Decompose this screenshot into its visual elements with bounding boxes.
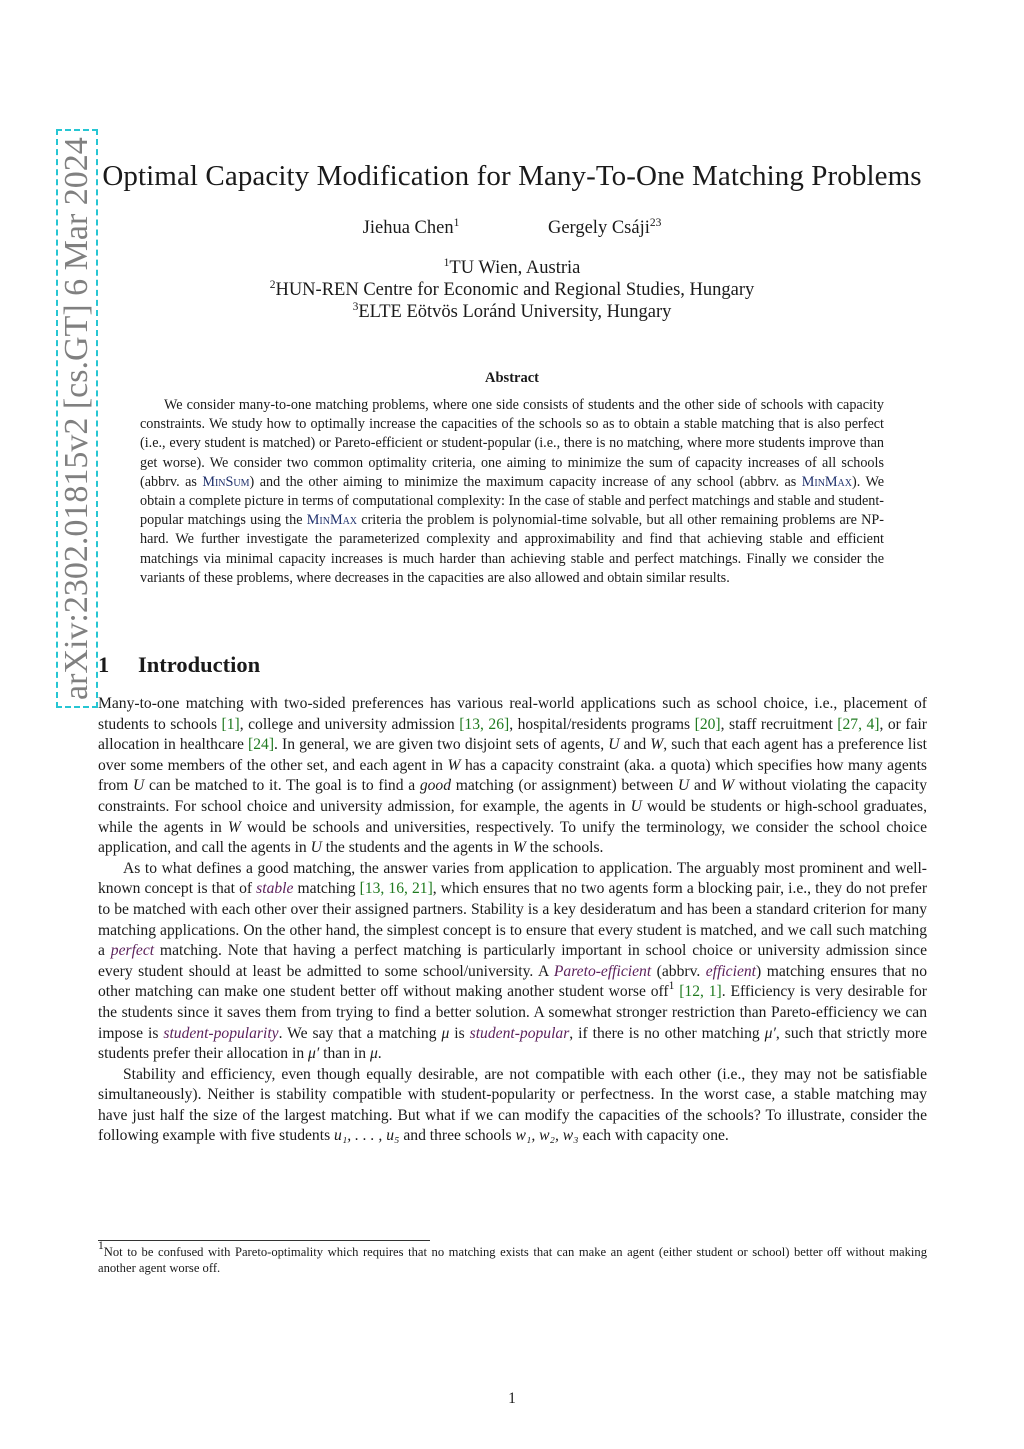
citation-link[interactable]: [13, 26] <box>459 715 510 733</box>
citation-link[interactable]: [20] <box>694 715 721 733</box>
paragraph: Stability and efficiency, even though equally desirable, are not compatible with each other (i.e., they may not be satisfiable simultaneously). Neither is stability compatible with student-popularity or perfectness. In the worst case, a stable matching may have just half the size of the largest matching. But what if we can modify the capacities of the schools? To illustrate, consider the following example with five students u₁, . . . , u₅ and three schools w₁, w₂, w₃ each with capacity one. <box>98 1065 927 1145</box>
footnote: $^1$Not to be confused with Pareto-optimality which requires that no matching exists that can make an agent (either student or school) better off without making another agent worse off. <box>98 1240 927 1275</box>
citation-link[interactable]: [12, 1] <box>679 983 722 1001</box>
citation-link[interactable]: [1] <box>221 715 240 733</box>
footnote-marker[interactable]: 1 <box>668 980 675 993</box>
citation-link[interactable]: [13, 16, 21] <box>359 880 433 898</box>
paragraph: As to what defines a good matching, the answer varies from application to application. The arguably most prominent and well-known concept is that of stable matching [13, 16, 21], which ensures that no two agents form a blocking pair, i.e., they do not prefer to be matched with each other over their assigned partners. Stability is a key desideratum and has been a standard criterion for many matching applications. On the other hand, the simplest concept is to ensure that every student is matched, and we call such matching a perfect matching. Note that having a perfect matching is particularly important in school choice or university admission since every student should at least be admitted to some school/university. A Pareto-efficient (abbrv. efficient) matching ensures that no other matching can make one student better off without making another student worse off$^1$ [12, 1]. Efficiency is very desirable for the students since it saves them from trying to find a better solution. A somewhat stronger restriction than Pareto-efficiency we can impose is student-popularity. We say that a matching μ is student-popular, if there is no other matching μ′, such that strictly more students prefer their allocation in μ′ than in μ. <box>98 859 928 1063</box>
abstract-heading: Abstract <box>485 370 539 386</box>
affiliation: $^2$HUN-REN Centre for Economic and Regional Studies, Hungary <box>269 279 755 300</box>
author-list <box>0 218 1024 239</box>
body-text <box>98 694 927 1147</box>
minsum-term: MinSum <box>202 473 250 490</box>
affiliation-list <box>0 257 1024 323</box>
minmax-term: MinMax <box>801 473 852 490</box>
citation-link[interactable]: [27, 4] <box>837 715 880 733</box>
citation-link[interactable]: [24] <box>248 736 275 754</box>
abstract-text: We consider many-to-one matching problems, where one side consists of students and the other side of schools with capacity constraints. We study how to optimally increase the capacities of the schools so as to obtain a stable matching that is also perfect (i.e., every student is matched) or Pareto-efficient or student-popular (i.e., there is no matching, where more students improve than get worse). We consider two common optimality criteria, one aiming to minimize the sum of capacity increases of all schools (abbrv. as MinSum) and the other aiming to minimize the maximum capacity increase of any school (abbrv. as MinMax). We obtain a complete picture in terms of computational complexity: In the case of stable and perfect matchings and stable and student-popular matchings using the MinMax criteria the problem is polynomial-time solvable, but all other remaining problems are NP-hard. We further investigate the parameterized complexity and approximability and find that achieving stable and efficient matchings via minimal capacity increases is much harder than achieving stable and perfect matchings. Finally we consider the variants of these problems, where decreases in the capacities are also allowed and obtain similar results. <box>140 397 884 586</box>
arxiv-stamp[interactable]: arXiv:2302.01815v2 [cs.GT] 6 Mar 2024 <box>56 129 98 708</box>
page-number: 1 <box>508 1390 516 1407</box>
author: Jiehua Chen$^1$ <box>362 217 460 238</box>
author: Gergely Csáji$^{23}$ <box>547 217 662 238</box>
section-heading: 1 Introduction <box>98 652 261 677</box>
footnote-rule <box>98 1240 430 1241</box>
paragraph: Many-to-one matching with two-sided preferences has various real-world applications such as school choice, i.e., placement of students to schools [1], college and university admission [13, 26], hospital/residents programs [20], staff recruitment [27, 4], or fair allocation in healthcare [24]. In general, we are given two disjoint sets of agents, U and W, such that each agent has a preference list over some members of the other set, and each agent in W has a capacity constraint (aka. a quota) which specifies how many agents from U can be matched to it. The goal is to find a good matching (or assignment) between U and W without violating the capacity constraints. For school choice and university admission, for example, the agents in U would be students or high-school graduates, while the agents in W would be schools and universities, respectively. To unify the terminology, we consider the school choice application, and call the agents in U the students and the agents in W the schools. <box>98 695 928 857</box>
affiliation: $^3$ELTE Eötvös Loránd University, Hungary <box>352 301 672 322</box>
affiliation: $^1$TU Wien, Austria <box>443 257 581 278</box>
minmax-term: MinMax <box>306 512 358 529</box>
paper-title: Optimal Capacity Modification for Many-To-One Matching Problems <box>102 160 922 192</box>
